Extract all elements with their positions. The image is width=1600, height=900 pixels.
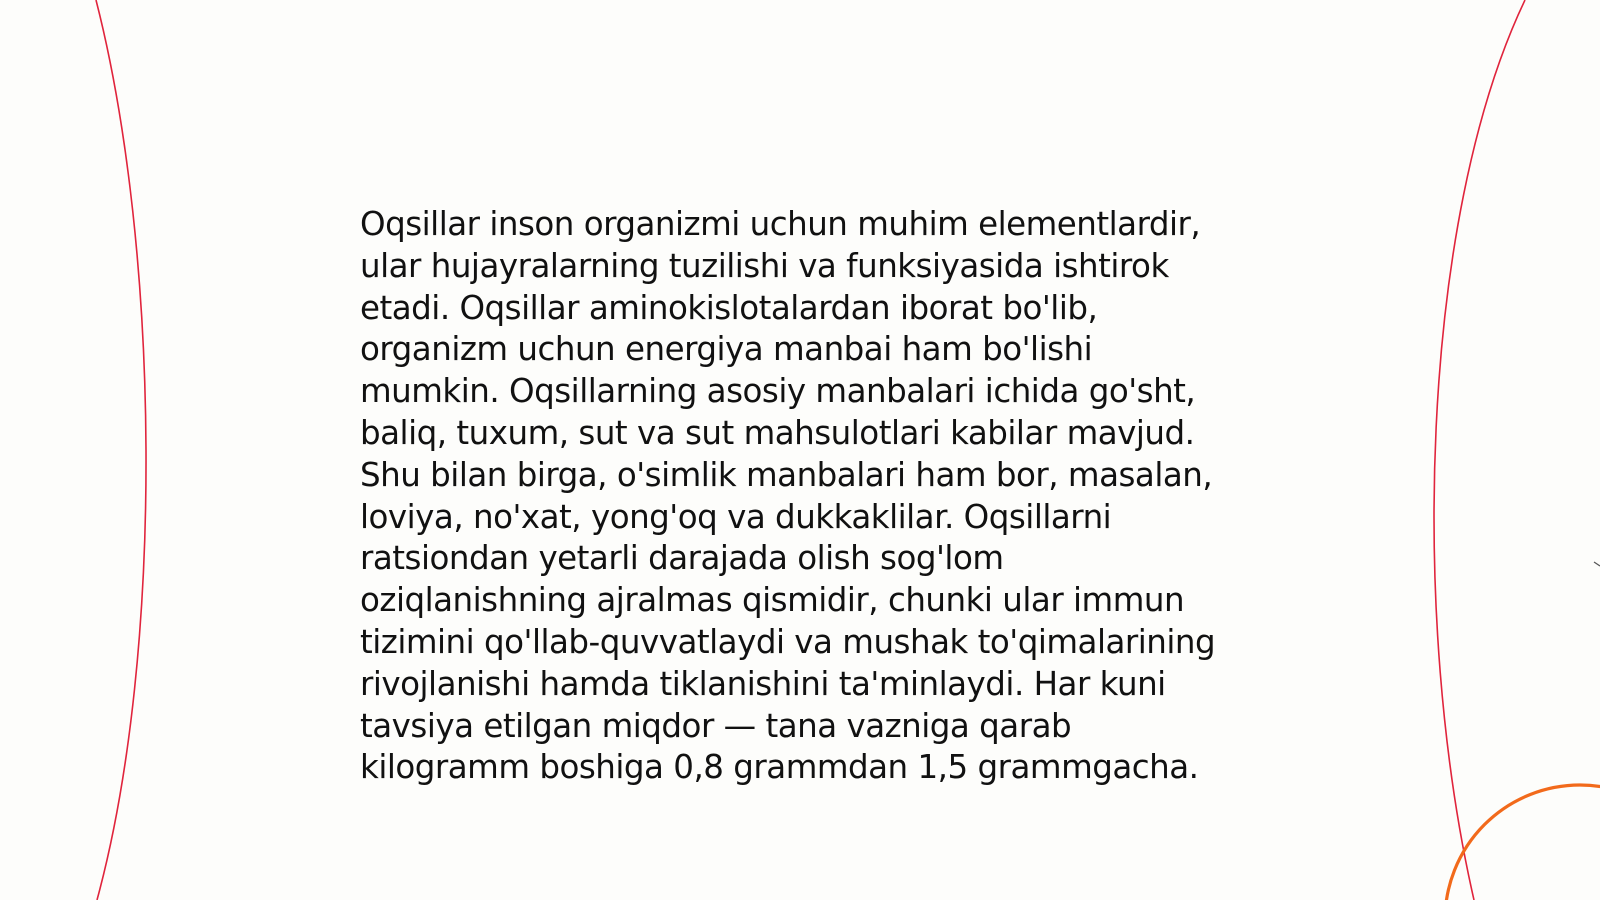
paragraph-line: mumkin. Oqsillarning asosiy manbalari ichida go'sht, — [360, 372, 1196, 411]
paragraph-line: rivojlanishi hamda tiklanishini ta'minlaydi. Har kuni — [360, 664, 1166, 703]
paragraph-line: oziqlanishning ajralmas qismidir, chunki ular immun — [360, 581, 1185, 620]
paragraph-line: baliq, tuxum, sut va sut mahsulotlari kabilar mavjud. — [360, 413, 1195, 452]
paragraph-line: kilogramm boshiga 0,8 grammdan 1,5 grammgacha. — [360, 748, 1199, 787]
small-mark — [1594, 562, 1600, 566]
paragraph-line: loviya, no'xat, yong'oq va dukkaklilar. Oqsillarni — [360, 497, 1112, 536]
paragraph-line: etadi. Oqsillar aminokislotalardan iborat bo'lib, — [360, 288, 1098, 327]
paragraph-line: ratsiondan yetarli darajada olish sog'lom — [360, 539, 1004, 578]
paragraph-line: ular hujayralarning tuzilishi va funksiyasida ishtirok — [360, 246, 1169, 285]
orange-circle-arc — [1445, 785, 1600, 900]
paragraph-line: organizm uchun energiya manbai ham bo'lishi — [360, 330, 1093, 369]
paragraph-line: tavsiya etilgan miqdor — tana vazniga qarab — [360, 706, 1072, 745]
paragraph-line: Shu bilan birga, o'simlik manbalari ham bor, masalan, — [360, 455, 1213, 494]
left-red-curve — [96, 0, 146, 900]
paragraph-line: tizimini qo'llab-quvvatlaydi va mushak to'qimalarining — [360, 622, 1216, 661]
paragraph-line: Oqsillar inson organizmi uchun muhim elementlardir, — [360, 205, 1201, 243]
body-paragraph — [360, 204, 1240, 789]
right-red-curve — [1434, 0, 1525, 900]
